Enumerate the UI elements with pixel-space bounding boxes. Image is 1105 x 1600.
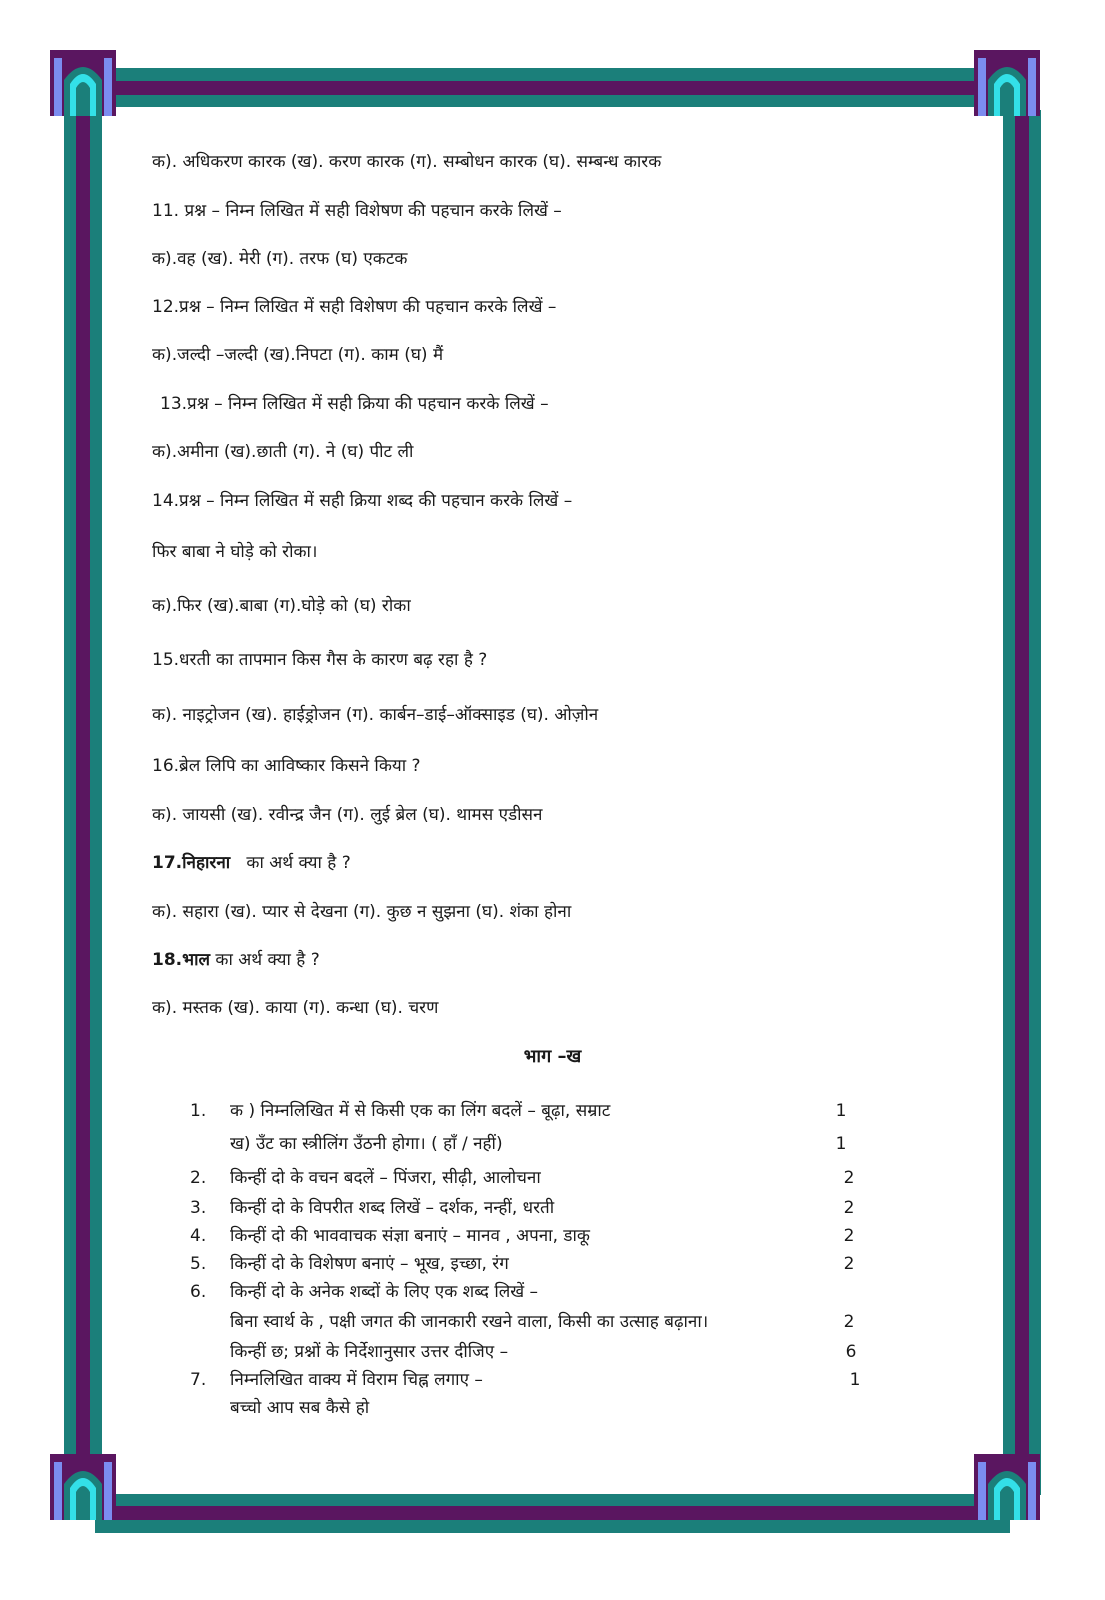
question-11: 11. प्रश्न – निम्न लिखित में सही विशेषण की पहचान करके लिखें – xyxy=(152,201,562,221)
question-17 xyxy=(152,851,351,875)
question-16: 16.ब्रेल लिपि का आविष्कार किसने किया ? xyxy=(152,756,421,776)
kh-item-number: 3. xyxy=(190,1198,207,1218)
question-14: 14.प्रश्न – निम्न लिखित में सही क्रिया शब्द की पहचान करके लिखें – xyxy=(152,491,573,511)
option-line-11: क).वह (ख). मेरी (ग). तरफ (घ) एकटक xyxy=(152,249,408,269)
question-17-rest: का अर्थ क्या है ? xyxy=(246,853,351,873)
question-14-sentence: फिर बाबा ने घोड़े को रोका। xyxy=(152,542,318,562)
kh-item-marks: 1 xyxy=(835,1134,847,1154)
kh-item-text: किन्हीं दो की भाववाचक संज्ञा बनाएं – मानव , अपना, डाकू xyxy=(230,1226,590,1246)
kh-item-marks: 1 xyxy=(835,1101,847,1121)
question-18 xyxy=(152,948,320,972)
question-18-rest: का अर्थ क्या है ? xyxy=(215,950,320,970)
corner-ornament-top-right xyxy=(974,50,1040,116)
section-heading: भाग –ख xyxy=(523,1046,582,1067)
question-15: 15.धरती का तापमान किस गैस के कारण बढ़ रहा है ? xyxy=(152,650,488,670)
kh-item-marks: 6 xyxy=(845,1342,857,1362)
option-line-15: क). नाइट्रोजन (ख). हाईड्रोजन (ग). कार्बन–डाई–ऑक्साइड (घ). ओज़ोन xyxy=(152,705,599,725)
kh-item-marks: 2 xyxy=(843,1254,855,1274)
kh-item-number: 7. xyxy=(190,1370,207,1390)
option-line-13: क).अमीना (ख).छाती (ग). ने (घ) पीट ली xyxy=(152,442,414,462)
corner-ornament-bottom-left xyxy=(50,1454,116,1520)
option-line-12: क).जल्दी –जल्दी (ख).निपटा (ग). काम (घ) मैं xyxy=(152,345,444,365)
kh-item-number: 4. xyxy=(190,1226,207,1246)
kh-item-text: क ) निम्नलिखित में से किसी एक का लिंग बदलें – बूढ़ा, सम्राट xyxy=(230,1101,611,1121)
kh-item-number: 1. xyxy=(190,1101,207,1121)
corner-ornament-bottom-right xyxy=(974,1454,1040,1520)
corner-ornament-top-left xyxy=(50,50,116,116)
kh-item-number: 6. xyxy=(190,1282,207,1302)
kh-item-marks: 1 xyxy=(849,1370,861,1390)
option-line-10: क). अधिकरण कारक (ख). करण कारक (ग). सम्बोधन कारक (घ). सम्बन्ध कारक xyxy=(152,152,662,172)
kh-item-marks: 2 xyxy=(843,1198,855,1218)
kh-item-marks: 2 xyxy=(843,1168,855,1188)
kh-item-marks: 2 xyxy=(843,1226,855,1246)
kh-item-text: किन्हीं दो के वचन बदलें – पिंजरा, सीढ़ी, आलोचना xyxy=(230,1168,541,1188)
kh-item-marks: 2 xyxy=(843,1312,855,1332)
option-line-17: क). सहारा (ख). प्यार से देखना (ग). कुछ न सुझना (घ). शंका होना xyxy=(152,902,572,922)
kh-item-number: 2. xyxy=(190,1168,207,1188)
kh-item-number: 5. xyxy=(190,1254,207,1274)
option-line-16: क). जायसी (ख). रवीन्द्र जैन (ग). लुई ब्रेल (घ). थामस एडीसन xyxy=(152,805,543,825)
kh-item-text: किन्हीं छ; प्रश्नों के निर्देशानुसार उत्तर दीजिए – xyxy=(230,1342,509,1362)
question-17-term: 17.निहारना xyxy=(152,853,231,873)
question-13: 13.प्रश्न – निम्न लिखित में सही क्रिया की पहचान करके लिखें – xyxy=(160,394,549,414)
kh-item-text: ख) उँट का स्त्रीलिंग उँठनी होगा। ( हाँ / नहीं) xyxy=(230,1134,503,1154)
kh-item-text: किन्हीं दो के अनेक शब्दों के लिए एक शब्द लिखें – xyxy=(230,1282,539,1302)
question-12: 12.प्रश्न – निम्न लिखित में सही विशेषण की पहचान करके लिखें – xyxy=(152,297,557,317)
question-18-term: 18.भाल xyxy=(152,950,210,970)
kh-item-text: निम्नलिखित वाक्य में विराम चिह्न लगाए – xyxy=(230,1370,483,1390)
kh-item-text: किन्हीं दो के विपरीत शब्द लिखें – दर्शक, नन्हीं, धरती xyxy=(230,1198,555,1218)
option-line-18: क). मस्तक (ख). काया (ग). कन्धा (घ). चरण xyxy=(152,998,439,1018)
kh-item-text: बच्चो आप सब कैसे हो xyxy=(230,1398,370,1418)
kh-item-text: किन्हीं दो के विशेषण बनाएं – भूख, इच्छा, रंग xyxy=(230,1254,509,1274)
kh-item-text: बिना स्वार्थ के , पक्षी जगत की जानकारी रखने वाला, किसी का उत्साह बढ़ाना। xyxy=(230,1312,709,1332)
option-line-14: क).फिर (ख).बाबा (ग).घोड़े को (घ) रोका xyxy=(152,596,411,616)
